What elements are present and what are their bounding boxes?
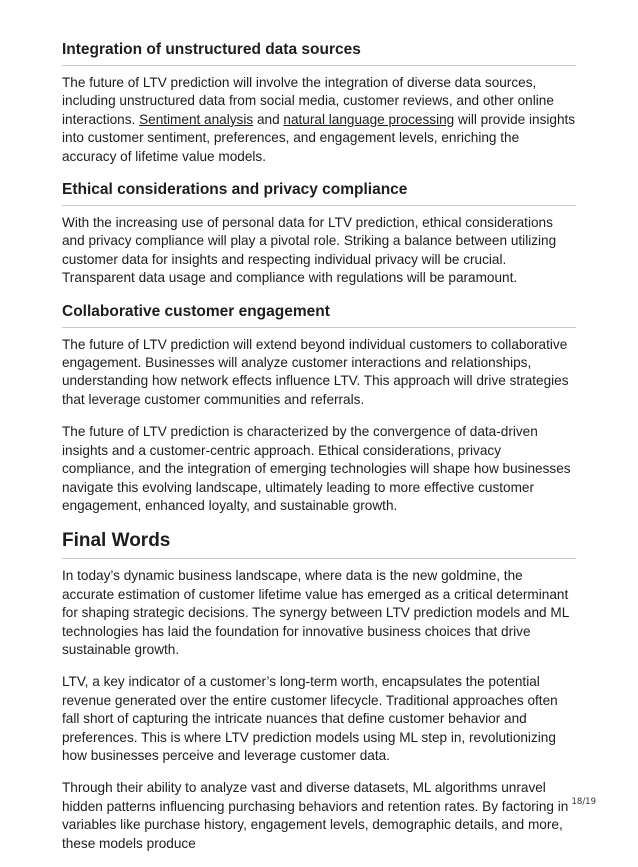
section-ethical	[62, 180, 576, 288]
section-paragraph: The future of LTV prediction will involve the integration of diverse data sources, including unstructured data from social media, customer reviews, and other online interactions. Sentiment analysis and natural language processing will provide insights into customer sentiment, preferences, and engagement levels, enriching the accuracy of lifetime value models.	[62, 75, 576, 164]
section-collaborative	[62, 302, 576, 516]
section-paragraph: LTV, a key indicator of a customer’s long-term worth, encapsulates the potential revenue generated over the entire customer lifecycle. Traditional approaches often fall short of capturing the intricate nuances that define customer behavior and preferences. This is where LTV prediction models using ML step in, revolutionizing how businesses perceive and leverage customer data.	[62, 674, 558, 763]
sentiment-analysis-link[interactable]: Sentiment analysis	[139, 111, 254, 127]
section-heading: Collaborative customer engagement	[62, 302, 576, 328]
section-paragraph: The future of LTV prediction is characterized by the convergence of data-driven insights and a customer-centric approach. Ethical considerations, privacy compliance, and the integration of emerging technologies will shape how businesses navigate this evolving landscape, ultimately leading to more effective customer engagement, enhanced loyalty, and sustainable growth.	[62, 424, 571, 513]
section-paragraph: The future of LTV prediction will extend beyond individual customers to collaborative engagement. Businesses will analyze customer interactions and relationships, understanding how network effects influence LTV. This approach will drive strategies that leverage customer communities and referrals.	[62, 336, 569, 407]
section-paragraph: Through their ability to analyze vast and diverse datasets, ML algorithms unravel hidden patterns influencing purchasing behaviors and retention rates. By factoring in variables like purchase history, engagement levels, demographic details, and more, these models produce	[62, 780, 569, 851]
document-page	[62, 40, 576, 867]
section-heading: Integration of unstructured data sources	[62, 40, 576, 66]
section-paragraph: With the increasing use of personal data for LTV prediction, ethical considerations and privacy compliance will play a pivotal role. Striking a balance between utilizing customer data for insights and respecting individual privacy will be crucial. Transparent data usage and compliance with regulations will be paramount.	[62, 215, 557, 286]
section-final-words	[62, 529, 576, 853]
section-unstructured-data	[62, 40, 576, 166]
page-number: 18/19	[571, 797, 596, 807]
section-heading: Ethical considerations and privacy compliance	[62, 180, 576, 206]
final-words-heading: Final Words	[62, 529, 576, 559]
nlp-link[interactable]: natural language processing	[283, 111, 455, 127]
section-paragraph: In today’s dynamic business landscape, where data is the new goldmine, the accurate estimation of customer lifetime value has emerged as a critical determinant for shaping strategic decisions. The synergy between LTV prediction models and ML technologies has laid the foundation for innovative business choices that drive sustainable growth.	[62, 568, 569, 657]
